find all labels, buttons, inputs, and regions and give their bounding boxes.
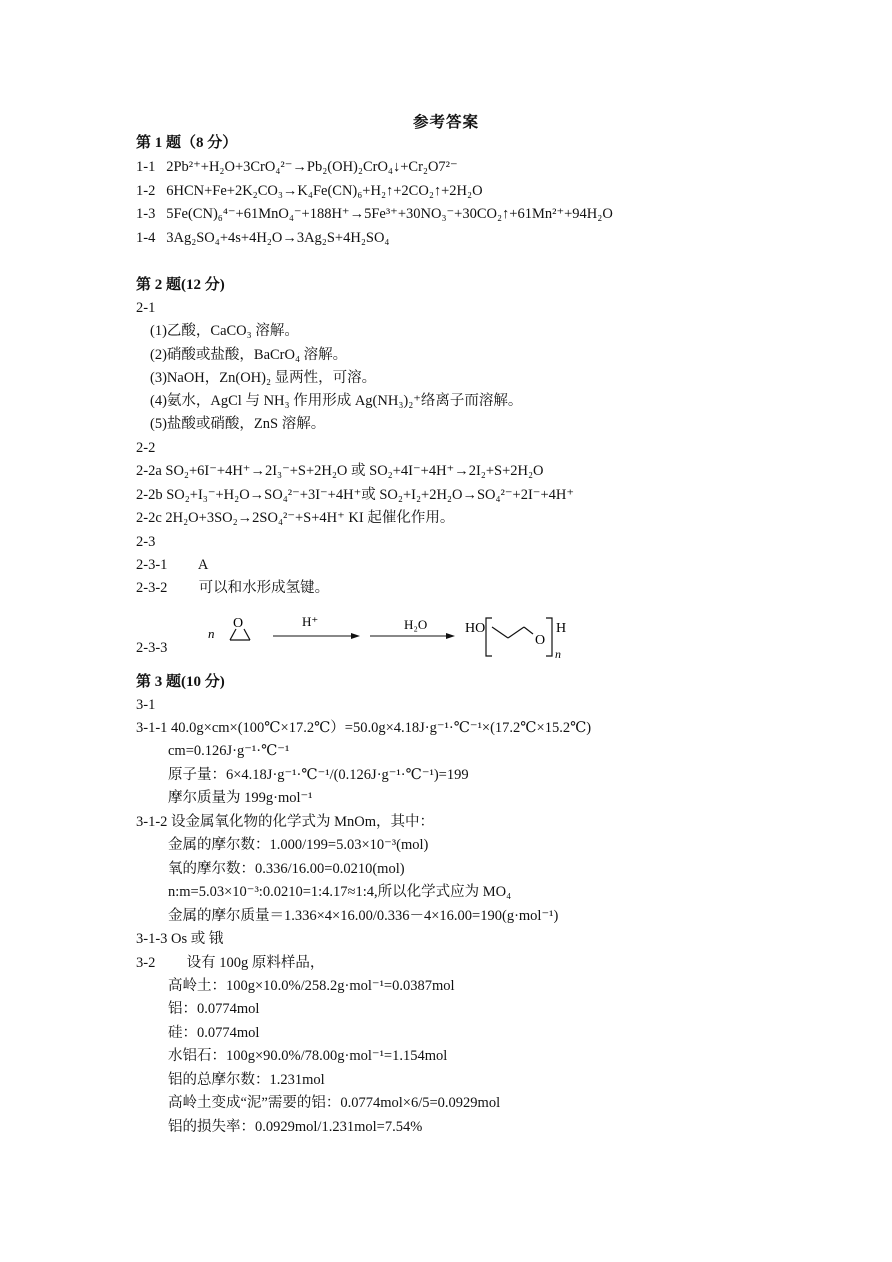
- q2-answer-4: (4)氨水，AgCl 与 NH₃ 作用形成 Ag(NH₃)₂⁺络离子而溶解。: [150, 393, 523, 409]
- q3-3-2-total-al: 铝的总摩尔数：1.231mol: [168, 1072, 325, 1088]
- q3-3-1-2-metal-mol: 金属的摩尔数：1.000/199=5.03×10⁻³(mol): [168, 837, 429, 853]
- q1-item-1: [136, 157, 458, 177]
- q3-3-1-2: 3-1-2 设金属氧化物的化学式为 MnOm，其中：: [136, 814, 435, 830]
- q2-sub-2-1: 2-1: [136, 300, 156, 316]
- q2-2-3-2: [136, 578, 329, 598]
- scheme-n: n: [208, 626, 215, 641]
- q3-3-2-diaspore: 水铝石：100g×90.0%/78.00g·mol⁻¹=1.154mol: [168, 1048, 448, 1064]
- polymerization-scheme: [200, 612, 600, 672]
- q1-item-1-no: 1-1: [136, 159, 156, 175]
- q3-3-1-1: 3-1-1 40.0g×cm×(100℃×17.2℃）=50.0g×4.18J·g⁻¹·℃⁻¹×(17.2℃×15.2℃): [136, 720, 592, 736]
- product-ho: HO: [465, 621, 486, 636]
- q3-3-1-1-cm: cm=0.126J·g⁻¹·℃⁻¹: [168, 743, 290, 759]
- q3-3-1-2-oxygen-mol: 氧的摩尔数：0.336/16.00=0.0210(mol): [168, 861, 405, 877]
- q1-item-2-eq: 6HCN+Fe+2K₂CO₃→K₄Fe(CN)₆+H₂↑+2CO₂↑+2H₂O: [166, 183, 483, 199]
- q2-2-3-2-no: 2-3-2: [136, 580, 168, 596]
- product-h: H: [556, 621, 567, 636]
- q2-2c: 2-2c 2H₂O+3SO₂→2SO₄²⁻+S+4H⁺ KI 起催化作用。: [136, 510, 455, 526]
- q1-item-3-eq: 5Fe(CN)₆⁴⁻+61MnO₄⁻+188H⁺→5Fe³⁺+30NO₃⁻+30CO₂↑+61Mn²⁺+94H₂O: [166, 206, 613, 222]
- q3-3-2-no: 3-2: [136, 955, 156, 971]
- q2-answer-2: (2)硝酸或盐酸，BaCrO₄ 溶解。: [150, 347, 348, 363]
- product-o: O: [535, 633, 546, 648]
- q2-2-3-2-answer: 可以和水形成氢键。: [198, 580, 330, 596]
- arrow-1: [273, 633, 360, 639]
- q2-answer-3: (3)NaOH，Zn(OH)₂ 显两性，可溶。: [150, 370, 377, 386]
- q3-3-2-kaolin: 高岭土：100g×10.0%/258.2g·mol⁻¹=0.0387mol: [168, 978, 455, 994]
- q2-2a: 2-2a SO₂+6I⁻+4H⁺→2I₃⁻+S+2H₂O 或 SO₂+4I⁻+4H⁺→2I₂+S+2H₂O: [136, 463, 544, 479]
- q1-item-4: [136, 228, 389, 248]
- q2-answer-5: (5)盐酸或硝酸，ZnS 溶解。: [150, 416, 326, 432]
- q2-2-3-1: [136, 555, 208, 575]
- q2-sub-2-2: 2-2: [136, 440, 156, 456]
- q1-item-3: [136, 204, 613, 224]
- q3-3-2-intro: 设有 100g 原料样品，: [186, 955, 325, 971]
- q2-2-3-3-no: 2-3-3: [136, 640, 168, 656]
- epoxide-structure: [230, 616, 250, 640]
- q3-sub-3-1: 3-1: [136, 697, 156, 713]
- q3-3-1-1-atomic-mass: 原子量：6×4.18J·g⁻¹·℃⁻¹/(0.126J·g⁻¹·℃⁻¹)=199: [168, 767, 469, 783]
- q3-3-2-loss-rate: 铝的损失率：0.0929mol/1.231mol=7.54%: [168, 1119, 423, 1135]
- q3-3-1-1-molar-mass: 摩尔质量为 199g·mol⁻¹: [168, 790, 313, 806]
- q2-heading: 第 2 题(12 分): [136, 277, 225, 293]
- q3-3-2-al-needed: 高岭土变成“泥”需要的铝：0.0774mol×6/5=0.0929mol: [168, 1095, 501, 1111]
- catalyst-h-plus: H⁺: [302, 614, 319, 629]
- reagent-h2o: H₂O: [404, 617, 428, 632]
- q1-item-3-no: 1-3: [136, 206, 156, 222]
- q1-item-4-no: 1-4: [136, 230, 156, 246]
- arrow-2: [370, 633, 455, 639]
- q3-3-1-2-ratio: n:m=5.03×10⁻³:0.0210=1:4.17≈1:4,所以化学式应为 MO₄: [168, 884, 512, 900]
- q1-item-2-no: 1-2: [136, 183, 156, 199]
- q1-item-1-eq: 2Pb²⁺+H₂O+3CrO₄²⁻→Pb₂(OH)₂CrO₄↓+Cr₂O7²⁻: [166, 159, 458, 175]
- q1-heading: 第 1 题（8 分）: [136, 135, 238, 151]
- epoxide-o: O: [233, 616, 244, 631]
- q3-3-2: [136, 953, 324, 973]
- q2-answer-1: (1)乙酸，CaCO₃ 溶解。: [150, 323, 299, 339]
- q1-item-4-eq: 3Ag₂SO₄+4s+4H₂O→3Ag₂S+4H₂SO₄: [166, 230, 390, 246]
- q3-3-1-2-metal-molar-mass: 金属的摩尔质量＝1.336×4×16.00/0.336－4×16.00=190(g·mol⁻¹): [168, 908, 559, 924]
- q2-2-3-1-no: 2-3-1: [136, 557, 168, 573]
- q3-3-2-silicon: 硅：0.0774mol: [168, 1025, 260, 1041]
- q1-item-2: [136, 181, 483, 201]
- q3-heading: 第 3 题(10 分): [136, 674, 225, 690]
- q3-3-1-3: 3-1-3 Os 或 锇: [136, 931, 224, 947]
- product-n: n: [555, 647, 561, 661]
- q2-2b: 2-2b SO₂+I₃⁻+H₂O→SO₄²⁻+3I⁻+4H⁺或 SO₂+I₂+2H₂O→SO₄²⁻+2I⁻+4H⁺: [136, 487, 574, 503]
- page-title: 参考答案: [412, 114, 479, 131]
- q2-sub-2-3: 2-3: [136, 534, 156, 550]
- q2-2-3-1-answer: A: [197, 557, 209, 573]
- q3-3-2-aluminum: 铝：0.0774mol: [168, 1001, 260, 1017]
